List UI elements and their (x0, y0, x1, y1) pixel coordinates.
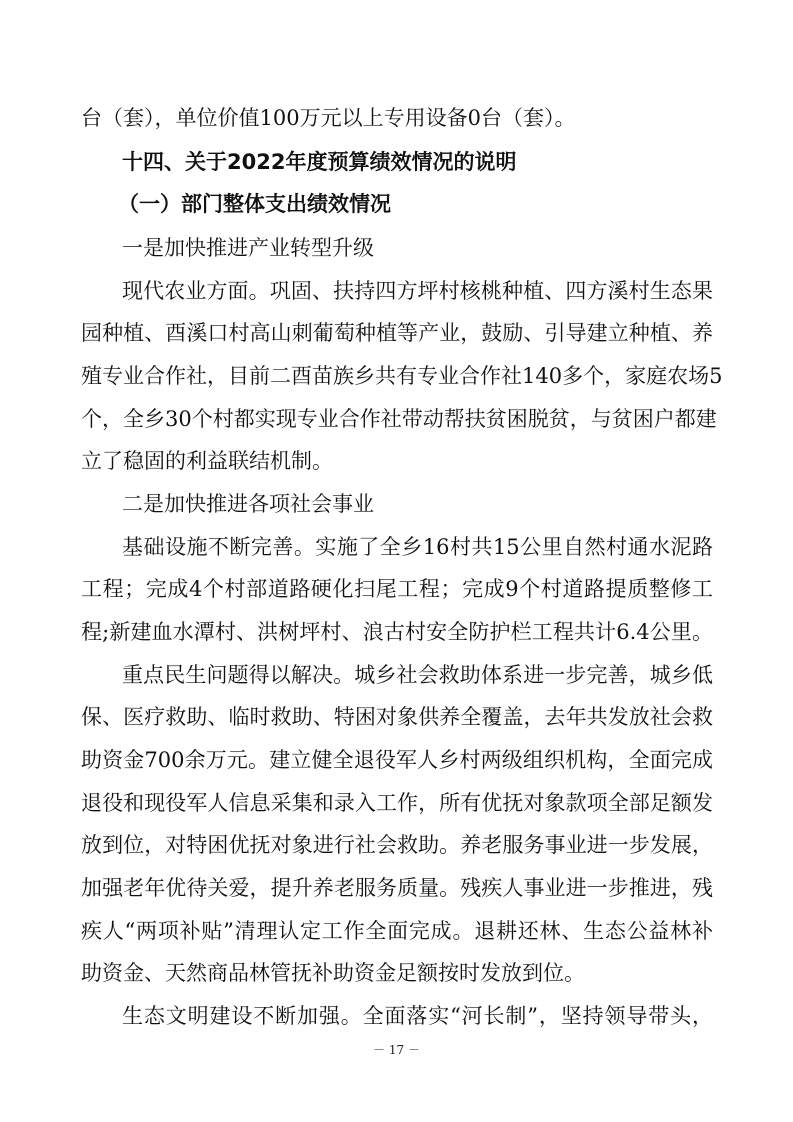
text-line: 基础设施不断完善。实施了全乡16村共15公里自然村通水泥路 (122, 535, 713, 559)
text-line: 殖专业合作社，目前二酉苗族乡共有专业合作社140多个，家庭农场5 (81, 364, 723, 388)
text-line: 程;新建血水潭村、洪树坪村、浪古村安全防护栏工程共计6.4公里。 (81, 620, 713, 644)
paragraph-title: 一是加快推进产业转型升级 (122, 236, 374, 260)
text-line: 工程；完成4个村部道路硬化扫尾工程；完成9个村道路提质整修工 (81, 577, 713, 601)
text-line: 台（套），单位价值100万元以上专用设备0台（套）。 (81, 106, 576, 130)
page-number: － 17 － (373, 1043, 420, 1057)
text-line: 助资金、天然商品林管抚补助资金足额按时发放到位。 (81, 961, 585, 985)
section-heading: 十四、关于2022年度预算绩效情况的说明 (122, 150, 517, 174)
text-line: 园种植、酉溪口村高山刺葡萄种植等产业，鼓励、引导建立种植、养 (81, 321, 713, 345)
text-line: 重点民生问题得以解决。城乡社会救助体系进一步完善，城乡低 (122, 663, 713, 687)
text-line: 助资金700余万元。建立健全退役军人乡村两级组织机构，全面完成 (81, 748, 713, 772)
text-line: 放到位，对特困优抚对象进行社会救助。养老服务事业进一步发展， (81, 833, 713, 857)
text-line: 现代农业方面。巩固、扶持四方坪村核桃种植、四方溪村生态果 (122, 279, 713, 303)
text-line: 个，全乡30个村都实现专业合作社带动帮扶贫困脱贫，与贫困户都建 (81, 407, 717, 431)
paragraph-title: 二是加快推进各项社会事业 (122, 492, 374, 516)
text-line: 立了稳固的利益联结机制。 (81, 449, 333, 473)
text-line: 加强老年优待关爱，提升养老服务质量。残疾人事业进一步推进，残 (81, 876, 713, 900)
text-line: 生态文明建设不断加强。全面落实“河长制”，坚持领导带头， (122, 1004, 713, 1028)
text-line: 退役和现役军人信息采集和录入工作，所有优抚对象款项全部足额发 (81, 791, 713, 815)
subsection-heading: （一）部门整体支出绩效情况 (118, 192, 391, 216)
text-line: 疾人“两项补贴”清理认定工作全面完成。退耕还林、生态公益林补 (81, 919, 713, 943)
text-line: 保、医疗救助、临时救助、特困对象供养全覆盖，去年共发放社会救 (81, 705, 713, 729)
